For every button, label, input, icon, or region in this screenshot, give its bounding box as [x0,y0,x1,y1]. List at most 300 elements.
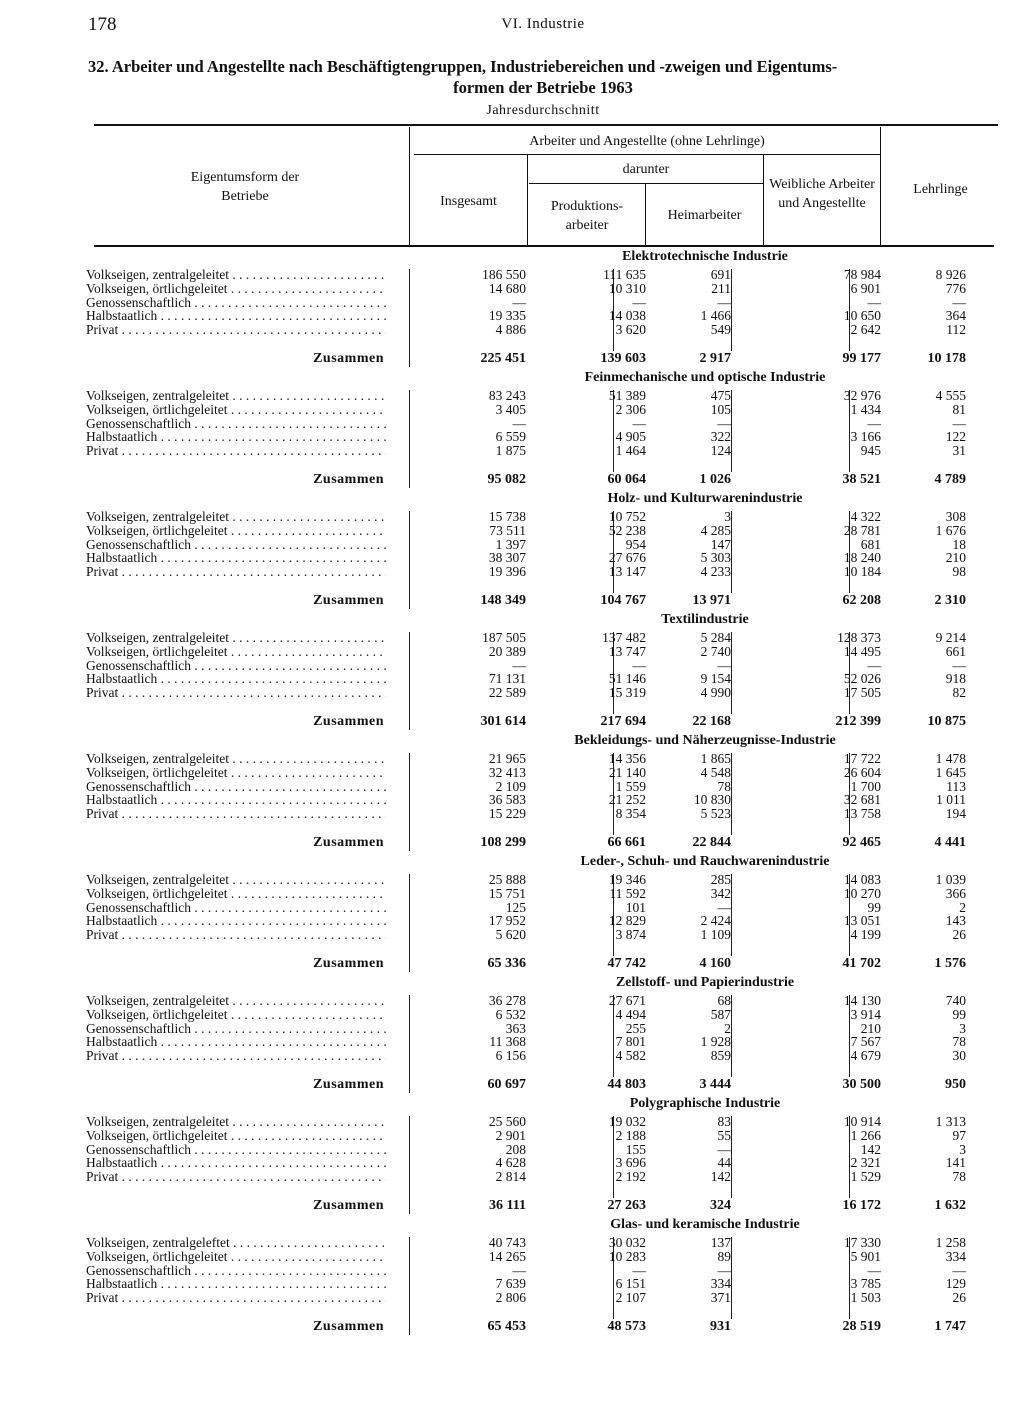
total-lehrlinge: 1 747 [934,1319,966,1334]
cell-weibliche: — [867,1262,881,1278]
cell-heimarbeiter: 10 830 [693,792,731,808]
cell-lehrlinge: 98 [952,564,966,580]
col-header-group: Arbeiter und Angestellte (ohne Lehrlinge) [529,134,765,149]
total-produktionsarbeiter: 47 742 [607,956,646,971]
cell-heimarbeiter: 2 740 [700,643,731,659]
cell-heimarbeiter: 137 [710,1235,731,1250]
cell-heimarbeiter: 78 [717,778,731,794]
cell-produktionsarbeiter: 7 801 [615,1034,646,1050]
total-row [86,1319,1000,1335]
cell-lehrlinge: 78 [952,1169,966,1185]
cell-heimarbeiter: 211 [711,280,731,296]
cell-insgesamt: 15 229 [488,806,526,822]
cell-weibliche: 4 322 [850,509,881,524]
table-row [86,1129,1000,1143]
row-label: Genossenschaftlich . . . [86,1143,386,1157]
total-row [86,472,1000,488]
cell-lehrlinge: 122 [945,429,966,445]
cell-insgesamt: 3 405 [495,401,526,417]
cell-heimarbeiter: 1 466 [700,308,731,324]
cell-produktionsarbeiter: 1 464 [615,443,646,459]
total-insgesamt: 108 299 [480,835,526,850]
row-label: Genossenschaftlich . . . [86,538,386,552]
cell-produktionsarbeiter: 3 620 [615,322,646,338]
row-label: Privat . . . [86,1049,386,1063]
cell-heimarbeiter: — [717,415,731,431]
total-heimarbeiter: 13 971 [692,593,731,608]
cell-insgesamt: 1 397 [495,536,526,552]
row-label: Privat . . . [86,1170,386,1184]
total-row [86,1077,1000,1093]
cell-heimarbeiter: 285 [710,872,731,887]
cell-produktionsarbeiter: 111 635 [603,267,646,282]
industry-section [86,1215,1000,1336]
table-row [86,403,1000,417]
cell-insgesamt: 36 278 [488,993,526,1008]
cell-produktionsarbeiter: 101 [625,899,646,915]
cell-lehrlinge: 26 [952,927,966,943]
row-label: Halbstaatlich . . . [86,793,386,807]
row-label: Privat . . . [86,565,386,579]
row-label: Halbstaatlich . . . [86,914,386,928]
cell-produktionsarbeiter: 27 676 [608,550,646,566]
row-label: Volkseigen, örtlichgeleitet . . . [86,1008,386,1022]
cell-produktionsarbeiter: 4 582 [615,1048,646,1064]
cell-heimarbeiter: 587 [710,1006,731,1022]
table-row [86,1250,1000,1264]
cell-heimarbeiter: 44 [717,1155,731,1171]
table-row [86,793,1000,807]
total-label: Zusammen [313,1077,384,1092]
cell-lehrlinge: 143 [945,913,966,929]
cell-weibliche: 10 184 [843,564,881,580]
cell-weibliche: 10 270 [843,885,881,901]
table-row [86,1291,1000,1305]
total-column-rule [409,714,410,730]
row-label: Volkseigen, zentralgeleftet . . . [86,1236,386,1250]
cell-produktionsarbeiter: 15 319 [608,685,646,701]
table-row [86,873,1000,887]
table-row [86,928,1000,942]
cell-lehrlinge: 9 214 [935,630,966,645]
row-label: Volkseigen, örtlichgeleitet . . . [86,524,386,538]
cell-insgesamt: 25 560 [488,1114,526,1129]
cell-heimarbeiter: 147 [710,536,731,552]
section-rows [86,389,1000,458]
total-column-rule [409,593,410,609]
table-row [86,323,1000,337]
table-row [86,672,1000,686]
cell-produktionsarbeiter: 2 306 [615,401,646,417]
header-vline-weiblich [763,155,764,245]
total-insgesamt: 148 349 [480,593,526,608]
cell-heimarbeiter: — [717,1262,731,1278]
cell-weibliche: 2 321 [850,1155,881,1171]
cell-heimarbeiter: 342 [710,885,731,901]
section-title: Elektrotechnische Industrie [622,249,788,264]
table-body [86,247,1000,1336]
table-row [86,1049,1000,1063]
cell-weibliche: 17 722 [843,751,881,766]
cell-produktionsarbeiter: 14 356 [608,751,646,766]
table-row [86,1264,1000,1278]
cell-heimarbeiter: — [717,1141,731,1157]
cell-insgesamt: 6 532 [495,1006,526,1022]
cell-insgesamt: 6 156 [495,1048,526,1064]
cell-heimarbeiter: 371 [710,1290,731,1306]
cell-produktionsarbeiter: 51 389 [608,388,646,403]
section-title: Zellstoff- und Papierindustrie [615,975,795,990]
table-row [86,1035,1000,1049]
cell-weibliche: — [867,294,881,310]
cell-lehrlinge: 2 [959,899,966,915]
cell-lehrlinge: 99 [952,1006,966,1022]
cell-heimarbeiter: 4 548 [700,764,731,780]
total-produktionsarbeiter: 217 694 [600,714,646,729]
cell-lehrlinge: 661 [945,643,966,659]
cell-lehrlinge: 366 [945,885,966,901]
total-row [86,714,1000,730]
total-lehrlinge: 1 576 [934,956,966,971]
cell-produktionsarbeiter: 10 752 [608,509,646,524]
row-label: Volkseigen, zentralgeleitet . . . [86,873,386,887]
cell-insgesamt: 19 335 [488,308,526,324]
cell-heimarbeiter: 105 [710,401,731,417]
industry-section [86,610,1000,731]
industry-section [86,247,1000,368]
cell-weibliche: 7 567 [850,1034,881,1050]
cell-weibliche: 10 650 [843,308,881,324]
cell-insgesamt: 208 [505,1141,526,1157]
cell-produktionsarbeiter: 2 107 [615,1290,646,1306]
cell-heimarbeiter: 1 865 [700,751,731,766]
total-weibliche: 41 702 [842,956,881,971]
cell-weibliche: — [867,657,881,673]
table-row [86,752,1000,766]
header-vline-stub [409,127,410,245]
cell-weibliche: 3 914 [850,1006,881,1022]
table-title [88,56,998,98]
header-vline-insgesamt [527,155,528,245]
row-label: Halbstaatlich . . . [86,1035,386,1049]
row-label: Halbstaatlich . . . [86,551,386,565]
total-lehrlinge: 950 [945,1077,966,1092]
cell-weibliche: 78 984 [843,267,881,282]
cell-heimarbeiter: 142 [710,1169,731,1185]
total-label: Zusammen [313,593,384,608]
cell-weibliche: 142 [860,1141,881,1157]
row-label: Genossenschaftlich . . . [86,901,386,915]
total-column-rule [409,351,410,367]
cell-weibliche: 14 495 [843,643,881,659]
cell-insgesamt: — [512,1262,526,1278]
industry-section [86,368,1000,489]
section-title: Holz- und Kulturwarenindustrie [607,491,803,506]
cell-weibliche: 128 373 [837,630,881,645]
cell-insgesamt: 4 886 [495,322,526,338]
table-row [86,645,1000,659]
total-row [86,956,1000,972]
cell-produktionsarbeiter: — [632,1262,646,1278]
cell-lehrlinge: 210 [945,550,966,566]
cell-insgesamt: 7 639 [495,1276,526,1292]
cell-heimarbeiter: 5 303 [700,550,731,566]
header-darunter-underline [529,183,763,184]
row-label: Volkseigen, örtlichgeleitet . . . [86,1129,386,1143]
row-label: Genossenschaftlich . . . [86,296,386,310]
cell-insgesamt: 22 589 [488,685,526,701]
row-label: Privat . . . [86,928,386,942]
cell-weibliche: 14 083 [843,872,881,887]
cell-lehrlinge: — [952,657,966,673]
cell-insgesamt: 15 751 [488,885,526,901]
total-lehrlinge: 4 789 [934,472,966,487]
cell-heimarbeiter: 2 [724,1020,731,1036]
total-weibliche: 16 172 [842,1198,881,1213]
cell-weibliche: 3 166 [850,429,881,445]
total-lehrlinge: 1 632 [934,1198,966,1213]
cell-produktionsarbeiter: 11 592 [609,885,646,901]
total-insgesamt: 301 614 [480,714,526,729]
row-label: Volkseigen, örtlichgeleitet . . . [86,766,386,780]
cell-insgesamt: 71 131 [488,671,526,687]
cell-weibliche: 4 679 [850,1048,881,1064]
total-heimarbeiter: 3 444 [699,1077,731,1092]
cell-lehrlinge: 1 313 [935,1114,966,1129]
cell-weibliche: 681 [860,536,881,552]
cell-weibliche: 1 266 [850,1127,881,1143]
cell-insgesamt: 5 620 [495,927,526,943]
total-weibliche: 30 500 [842,1077,881,1092]
cell-produktionsarbeiter: 1 559 [615,778,646,794]
cell-lehrlinge: 1 645 [935,764,966,780]
row-label: Genossenschaftlich . . . [86,780,386,794]
industry-section [86,973,1000,1094]
cell-heimarbeiter: 4 990 [700,685,731,701]
section-title: Bekleidungs- und Näherzeugnisse-Industrie [574,733,836,748]
cell-weibliche: 6 901 [850,280,881,296]
col-header-stub: Eigentumsform der Betriebe [190,170,300,204]
cell-produktionsarbeiter: — [632,294,646,310]
cell-produktionsarbeiter: 4 905 [615,429,646,445]
industry-section [86,852,1000,973]
cell-produktionsarbeiter: 6 151 [615,1276,646,1292]
cell-insgesamt: 2 814 [495,1169,526,1185]
total-column-rule [409,835,410,851]
cell-insgesamt: 36 583 [488,792,526,808]
section-title: Textilindustrie [661,612,749,627]
total-label: Zusammen [313,351,384,366]
cell-insgesamt: 14 680 [488,280,526,296]
total-column-rule [409,1077,410,1093]
total-weibliche: 62 208 [842,593,881,608]
table-row [86,1008,1000,1022]
table-row [86,538,1000,552]
cell-insgesamt: 2 109 [495,778,526,794]
table-row [86,309,1000,323]
row-label: Halbstaatlich . . . [86,1156,386,1170]
table-row [86,1236,1000,1250]
cell-weibliche: 2 642 [850,322,881,338]
table-row [86,296,1000,310]
cell-insgesamt: 14 265 [488,1248,526,1264]
cell-heimarbeiter: 68 [717,993,731,1008]
cell-lehrlinge: 3 [959,1141,966,1157]
cell-heimarbeiter: 549 [710,322,731,338]
total-insgesamt: 60 697 [487,1077,526,1092]
cell-insgesamt: 6 559 [495,429,526,445]
cell-lehrlinge: 8 926 [935,267,966,282]
cell-produktionsarbeiter: 30 032 [608,1235,646,1250]
total-weibliche: 28 519 [842,1319,881,1334]
row-label: Volkseigen, zentralgeleitet . . . [86,510,386,524]
cell-lehrlinge: 30 [952,1048,966,1064]
table-row [86,994,1000,1008]
cell-lehrlinge: — [952,1262,966,1278]
cell-lehrlinge: 776 [945,280,966,296]
cell-heimarbeiter: 1 109 [700,927,731,943]
cell-produktionsarbeiter: 14 038 [608,308,646,324]
cell-weibliche: 32 976 [843,388,881,403]
total-produktionsarbeiter: 66 661 [607,835,646,850]
row-label: Privat . . . [86,1291,386,1305]
table-row [86,659,1000,673]
cell-insgesamt: 186 550 [482,267,526,282]
row-label: Privat . . . [86,686,386,700]
cell-heimarbeiter: — [717,657,731,673]
cell-heimarbeiter: 55 [717,1127,731,1143]
cell-heimarbeiter: 4 233 [700,564,731,580]
col-header-darunter: darunter [622,162,670,177]
cell-heimarbeiter: 1 928 [700,1034,731,1050]
cell-weibliche: — [867,415,881,431]
cell-insgesamt: — [512,294,526,310]
table-row [86,444,1000,458]
cell-produktionsarbeiter: 12 829 [608,913,646,929]
cell-lehrlinge: 918 [945,671,966,687]
cell-produktionsarbeiter: 2 192 [615,1169,646,1185]
total-lehrlinge: 2 310 [934,593,966,608]
cell-produktionsarbeiter: 21 252 [608,792,646,808]
section-title: Feinmechanische und optische Industrie [584,370,826,385]
section-rows [86,1236,1000,1305]
total-weibliche: 92 465 [842,835,881,850]
cell-insgesamt: — [512,657,526,673]
col-header-heimarbeiter: Heimarbeiter [667,208,742,223]
total-row [86,1198,1000,1214]
section-rows [86,510,1000,579]
cell-weibliche: 5 901 [850,1248,881,1264]
total-weibliche: 38 521 [842,472,881,487]
cell-produktionsarbeiter: 3 874 [615,927,646,943]
section-title: Leder-, Schuh- und Rauchwarenindustrie [580,854,830,869]
row-label: Genossenschaftlich . . . [86,1022,386,1036]
row-label: Privat . . . [86,807,386,821]
total-heimarbeiter: 22 168 [692,714,731,729]
cell-insgesamt: 20 389 [488,643,526,659]
row-label: Genossenschaftlich . . . [86,417,386,431]
row-label: Volkseigen, zentralgeleitet . . . [86,752,386,766]
cell-weibliche: 10 914 [843,1114,881,1129]
table-row [86,686,1000,700]
table-row [86,1115,1000,1129]
cell-heimarbeiter: 334 [710,1276,731,1292]
cell-produktionsarbeiter: 51 146 [608,671,646,687]
cell-insgesamt: 25 888 [488,872,526,887]
total-heimarbeiter: 931 [710,1319,731,1334]
cell-produktionsarbeiter: 27 671 [608,993,646,1008]
section-title: Glas- und keramische Industrie [610,1217,800,1232]
cell-insgesamt: 19 396 [488,564,526,580]
cell-lehrlinge: 26 [952,1290,966,1306]
row-label: Volkseigen, örtlichgeleitet . . . [86,645,386,659]
total-lehrlinge: 4 441 [934,835,966,850]
page-header [88,14,998,38]
total-insgesamt: 225 451 [480,351,526,366]
cell-insgesamt: 187 505 [482,630,526,645]
total-label: Zusammen [313,1319,384,1334]
cell-lehrlinge: 78 [952,1034,966,1050]
total-insgesamt: 65 336 [487,956,526,971]
section-rows [86,1115,1000,1184]
table-row [86,282,1000,296]
cell-produktionsarbeiter: 137 482 [602,630,646,645]
cell-lehrlinge: 1 676 [935,522,966,538]
cell-weibliche: 1 434 [850,401,881,417]
table-row [86,1143,1000,1157]
total-heimarbeiter: 4 160 [699,956,731,971]
cell-lehrlinge: 141 [945,1155,966,1171]
row-label: Halbstaatlich . . . [86,672,386,686]
cell-heimarbeiter: 4 285 [700,522,731,538]
cell-heimarbeiter: 5 523 [700,806,731,822]
total-heimarbeiter: 324 [710,1198,731,1213]
section-title: Polygraphische Industrie [629,1096,781,1111]
cell-lehrlinge: 740 [945,993,966,1008]
cell-produktionsarbeiter: 4 494 [615,1006,646,1022]
total-insgesamt: 65 453 [487,1319,526,1334]
table-row [86,887,1000,901]
table-row [86,389,1000,403]
total-produktionsarbeiter: 104 767 [600,593,646,608]
cell-insgesamt: 125 [505,899,526,915]
industry-section [86,731,1000,852]
cell-lehrlinge: — [952,415,966,431]
cell-produktionsarbeiter: 2 188 [615,1127,646,1143]
running-head: VI. Industrie [501,16,585,32]
cell-heimarbeiter: 3 [724,509,731,524]
total-column-rule [409,472,410,488]
cell-heimarbeiter: 9 154 [700,671,731,687]
cell-insgesamt: 1 875 [495,443,526,459]
total-produktionsarbeiter: 27 263 [607,1198,646,1213]
cell-heimarbeiter: 859 [710,1048,731,1064]
table-subtitle: Jahresdurchschnitt [486,103,600,118]
row-label: Volkseigen, örtlichgeleitet . . . [86,282,386,296]
row-label: Volkseigen, örtlichgeleitet . . . [86,1250,386,1264]
cell-lehrlinge: 129 [945,1276,966,1292]
cell-weibliche: 3 785 [850,1276,881,1292]
cell-insgesamt: 363 [505,1020,526,1036]
section-rows [86,873,1000,942]
cell-produktionsarbeiter: 155 [625,1141,646,1157]
cell-weibliche: 945 [860,443,881,459]
total-lehrlinge: 10 178 [927,351,966,366]
cell-insgesamt: 38 307 [488,550,526,566]
total-heimarbeiter: 22 844 [692,835,731,850]
total-weibliche: 99 177 [842,351,881,366]
table-row [86,1170,1000,1184]
